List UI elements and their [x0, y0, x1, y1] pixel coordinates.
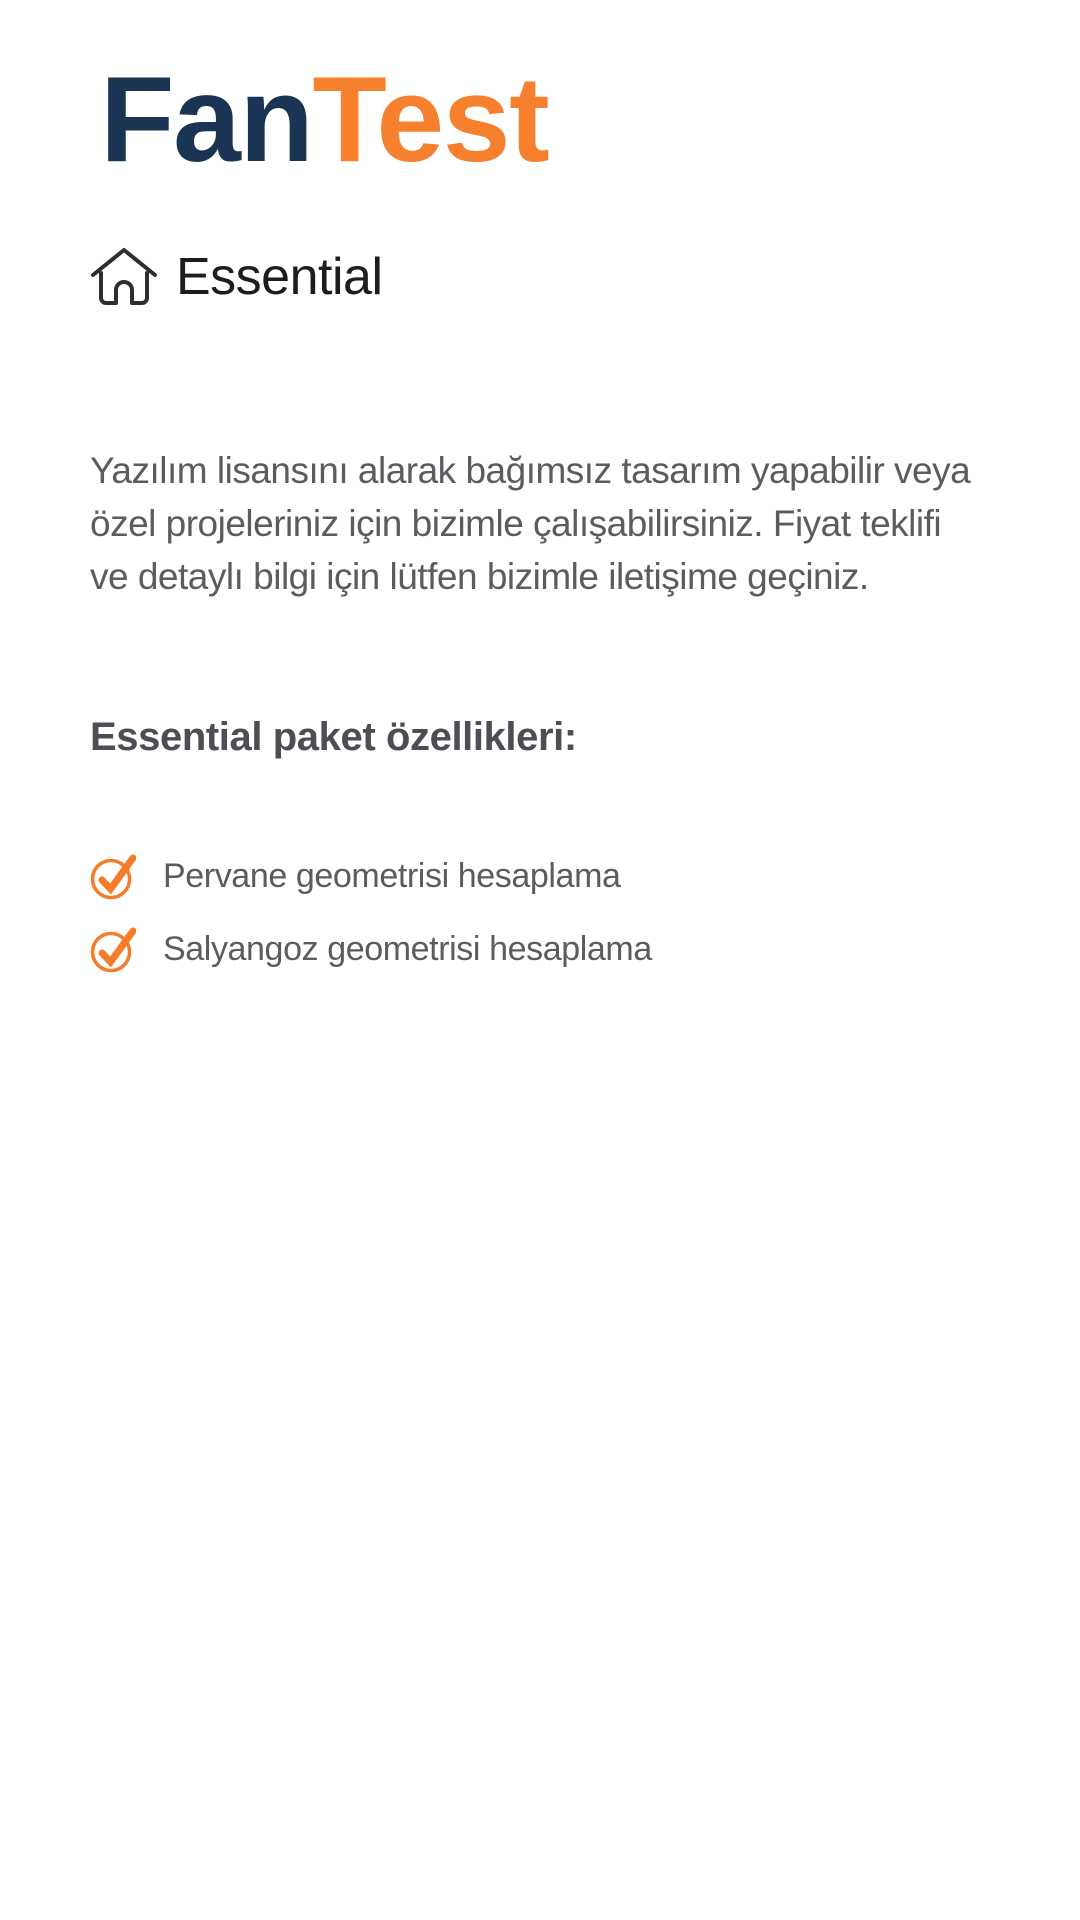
intro-line: Yazılım lisansını alarak bağımsız tasarım yapabilir veya	[90, 450, 971, 491]
feature-label: Salyangoz geometrisi hesaplama	[163, 929, 652, 968]
brand-logo-secondary: Test	[312, 51, 549, 187]
check-circle-icon	[90, 925, 136, 973]
features-list	[90, 852, 990, 973]
feature-label: Pervane geometrisi hesaplama	[163, 856, 621, 895]
intro-line: ve detaylı bilgi için lütfen bizimle iletişime geçiniz.	[90, 556, 869, 597]
check-circle-icon	[90, 852, 136, 900]
brand-logo-primary: Fan	[100, 51, 313, 187]
package-title: Essential	[176, 248, 383, 306]
features-heading: Essential paket özellikleri:	[90, 715, 577, 759]
feature-item	[90, 925, 990, 973]
brand-logo[interactable]	[100, 51, 549, 187]
feature-item	[90, 852, 990, 900]
intro-line: özel projeleriniz için bizimle çalışabilirsiniz. Fiyat teklifi	[90, 503, 942, 544]
home-icon	[90, 246, 158, 308]
package-header	[90, 246, 990, 308]
intro-paragraph	[90, 444, 990, 603]
